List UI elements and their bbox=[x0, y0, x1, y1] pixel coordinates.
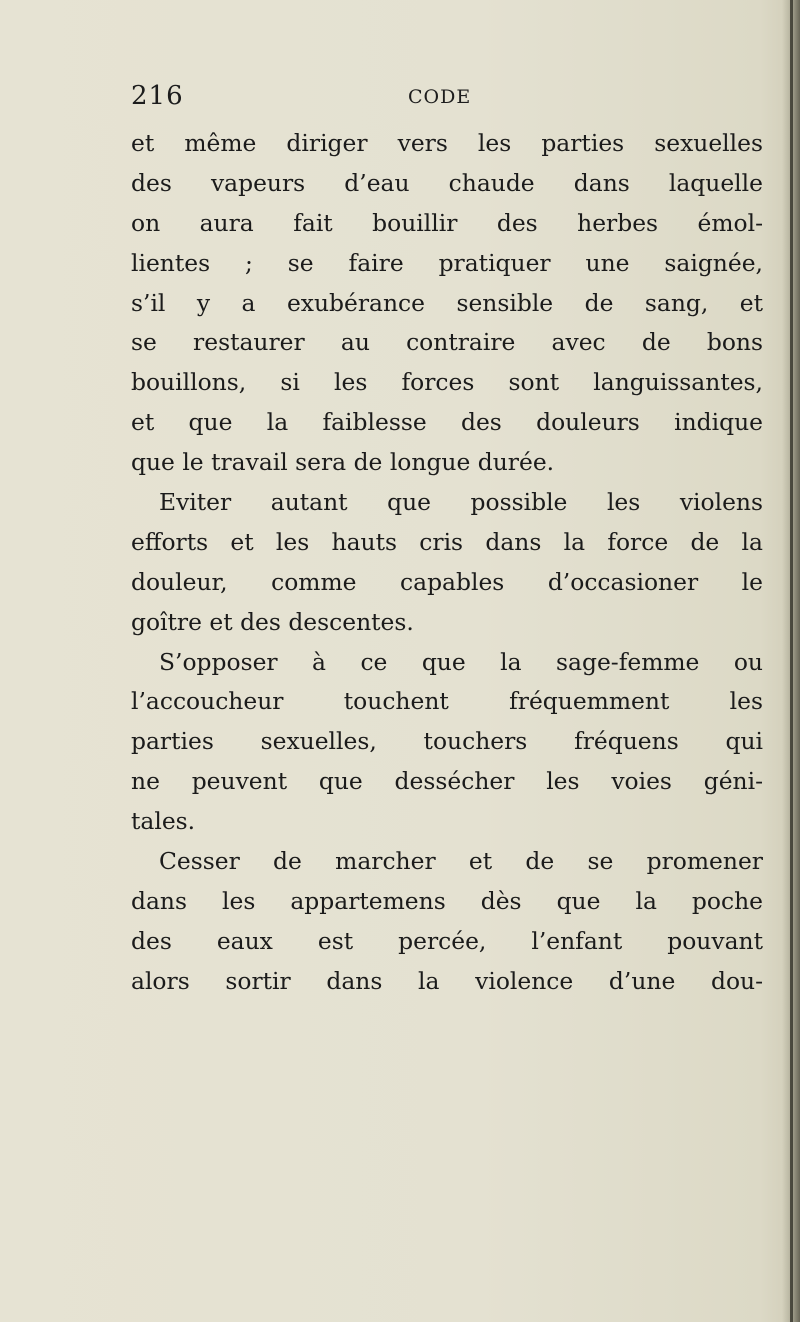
text-line: alors sortir dans la violence d’une dou- bbox=[131, 966, 763, 995]
text-line: on aura fait bouillir des herbes émol- bbox=[131, 208, 763, 237]
running-title: CODE bbox=[408, 86, 472, 108]
text-line: et que la faiblesse des douleurs indique bbox=[131, 408, 763, 437]
text-line: des vapeurs d’eau chaude dans laquelle bbox=[131, 168, 763, 197]
text-line: des eaux est percée, l’enfant pouvant bbox=[131, 926, 763, 955]
text-line: goître et des descentes. bbox=[131, 607, 414, 636]
paragraph-start-line: S’opposer à ce que la sage-femme ou bbox=[159, 647, 763, 676]
text-line: bouillons, si les forces sont languissantes, bbox=[131, 368, 763, 397]
text-line: tales. bbox=[131, 807, 196, 836]
page-number: 216 bbox=[131, 81, 184, 111]
page-edge-border bbox=[790, 0, 793, 1322]
text-line: dans les appartemens dès que la poche bbox=[131, 886, 763, 915]
text-line: efforts et les hauts cris dans la force de la bbox=[131, 527, 763, 556]
running-head bbox=[131, 81, 763, 121]
paragraph-start-line: Eviter autant que possible les violens bbox=[159, 488, 763, 517]
body-text bbox=[131, 124, 763, 1002]
text-line: que le travail sera de longue durée. bbox=[131, 448, 555, 477]
text-line: lientes ; se faire pratiquer une saignée, bbox=[131, 248, 763, 277]
text-line: l’accoucheur touchent fréquemment les bbox=[131, 687, 763, 716]
text-line: douleur, comme capables d’occasioner le bbox=[131, 567, 763, 596]
paragraph-start-line: Cesser de marcher et de se promener bbox=[159, 847, 763, 876]
text-line: s’il y a exubérance sensible de sang, et bbox=[131, 288, 763, 317]
text-line: se restaurer au contraire avec de bons bbox=[131, 328, 763, 357]
text-line: parties sexuelles, touchers fréquens qui bbox=[131, 727, 763, 756]
text-line: et même diriger vers les parties sexuelles bbox=[131, 129, 763, 157]
text-line: ne peuvent que dessécher les voies géni- bbox=[131, 767, 763, 796]
